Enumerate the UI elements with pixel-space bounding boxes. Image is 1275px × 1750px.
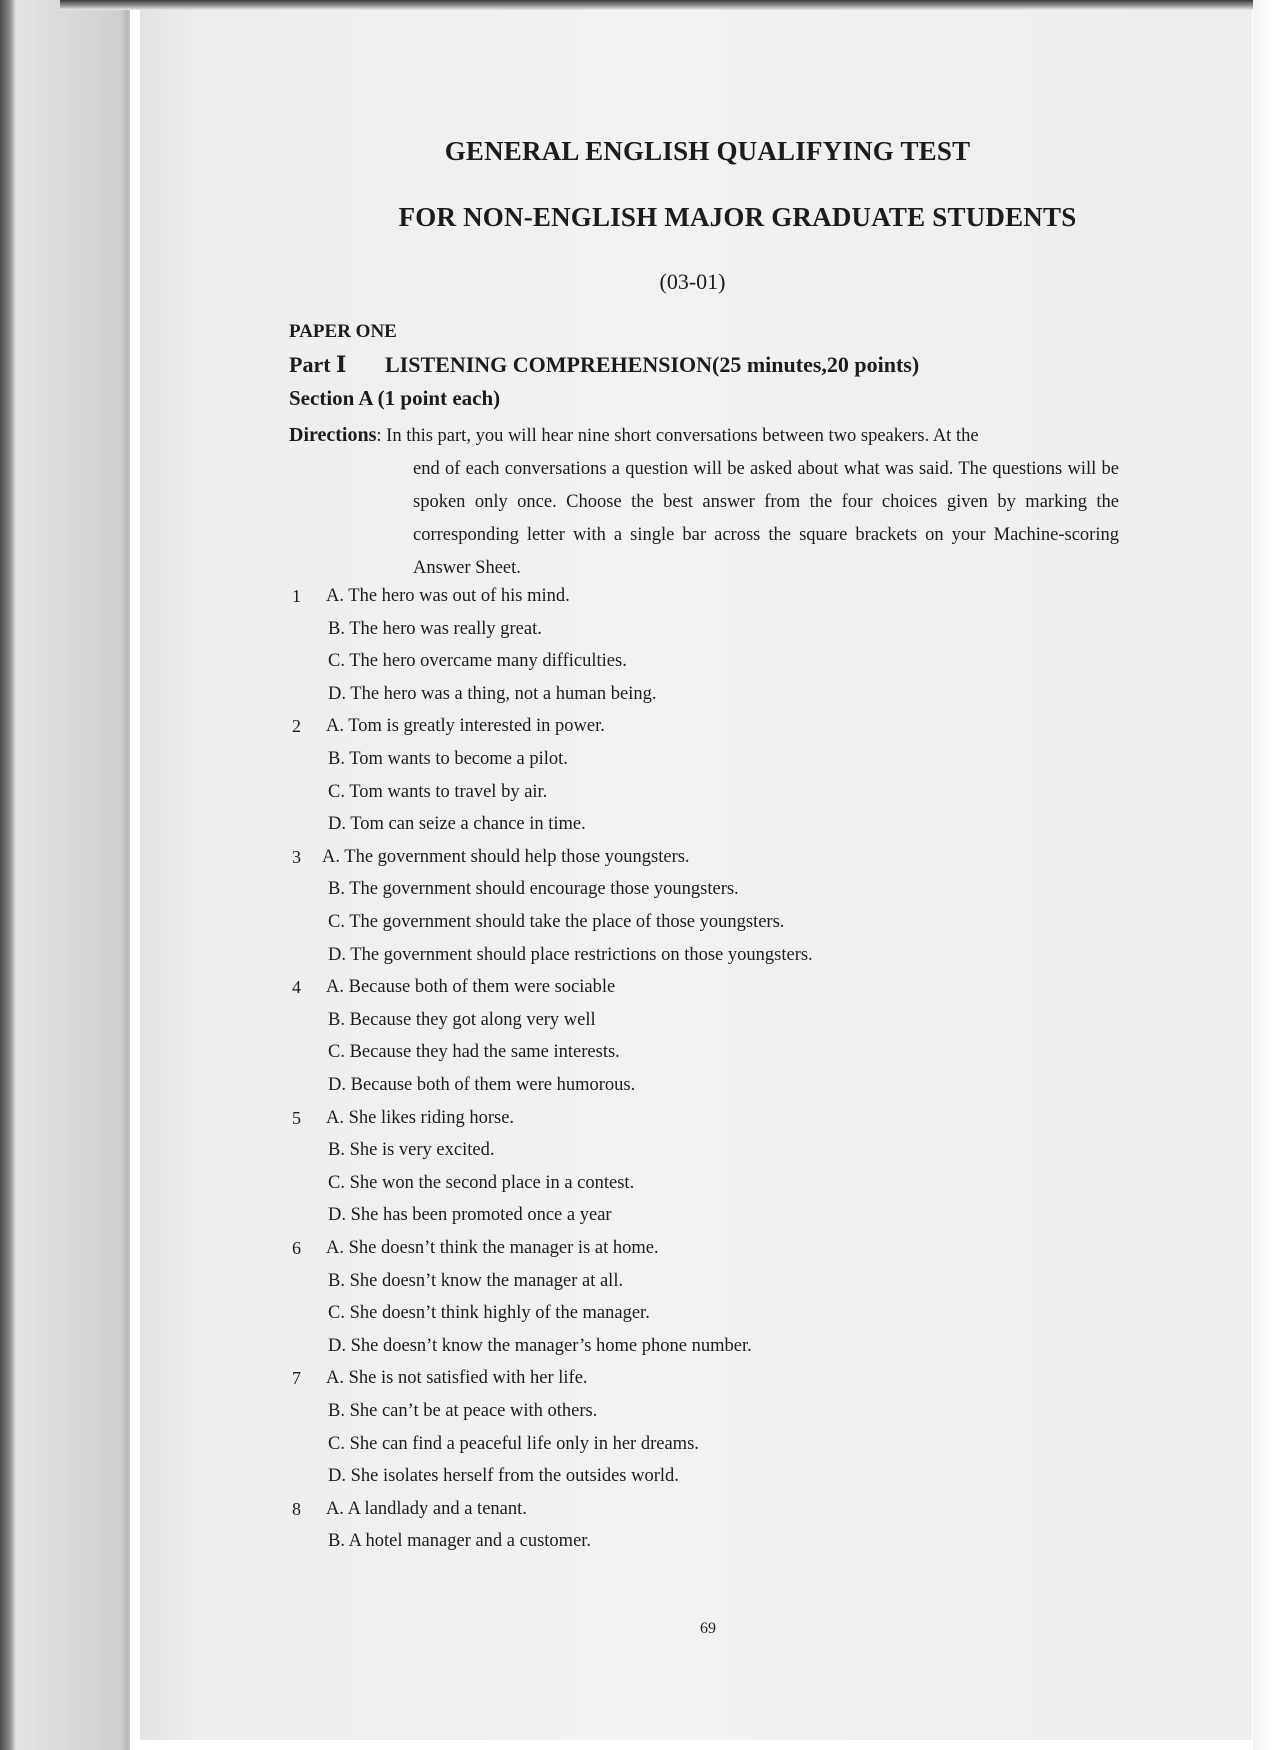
- question-number: 7: [292, 1368, 301, 1389]
- part-label: Part Ⅰ: [289, 352, 347, 377]
- answer-option: A. She likes riding horse.: [326, 1107, 515, 1128]
- question-number: 3: [292, 846, 301, 867]
- answer-option: D. The government should place restrictions on those youngsters.: [328, 944, 813, 965]
- answer-option: B. The hero was really great.: [328, 618, 542, 639]
- answer-option: B. Because they got along very well: [328, 1009, 596, 1030]
- section-heading: Section A (1 point each): [289, 386, 501, 410]
- answer-option: C. Tom wants to travel by air.: [328, 781, 548, 802]
- answer-option: B. She can’t be at peace with others.: [328, 1401, 598, 1421]
- directions-first-line: : In this part, you will hear nine short conversations between two speakers. At the: [376, 426, 979, 446]
- answer-option: C. She doesn’t think highly of the manager.: [328, 1303, 650, 1324]
- question-number: 1: [292, 586, 301, 606]
- answer-option: D. Tom can seize a chance in time.: [328, 814, 586, 835]
- answer-option: D. The hero was a thing, not a human being.: [328, 683, 657, 704]
- answer-option: A. Because both of them were sociable: [326, 977, 616, 998]
- answer-option: B. She is very excited.: [328, 1140, 495, 1161]
- question-number: 6: [292, 1238, 301, 1258]
- answer-option: A. The hero was out of his mind.: [326, 586, 570, 606]
- directions-block: [289, 419, 1119, 585]
- answer-option: B. A hotel manager and a customer.: [328, 1531, 592, 1552]
- answer-option: D. She isolates herself from the outsides world.: [328, 1466, 679, 1487]
- answer-option: A. Tom is greatly interested in power.: [326, 716, 605, 737]
- answer-option: B. She doesn’t know the manager at all.: [328, 1270, 624, 1291]
- question-number: 8: [292, 1498, 301, 1519]
- test-title: GENERAL ENGLISH QUALIFYING TEST: [444, 136, 971, 166]
- directions-body: end of each conversations a question will be asked about what was said. The questions will be spoken only once. Choose the best answer from the four choices given by marking the corresponding letter with a single bar across the square brackets on your Machine-scoring Answer Sheet.: [413, 459, 1119, 578]
- answer-option: C. She won the second place in a contest.: [328, 1172, 635, 1193]
- answer-option: B. The government should encourage those youngsters.: [328, 879, 739, 900]
- part-heading: [289, 352, 919, 378]
- answer-option: A. She doesn’t think the manager is at home.: [326, 1238, 659, 1258]
- answer-option: C. The hero overcame many difficulties.: [328, 651, 627, 672]
- answer-option: D. Because both of them were humorous.: [328, 1075, 636, 1095]
- answer-option: C. She can find a peaceful life only in her dreams.: [328, 1433, 699, 1454]
- page-number: 69: [700, 1620, 716, 1637]
- part-title: LISTENING COMPREHENSION(25 minutes,20 points): [385, 352, 920, 377]
- question-number: 5: [292, 1107, 301, 1128]
- test-code: (03-01): [659, 269, 726, 294]
- answer-option: D. She has been promoted once a year: [328, 1205, 612, 1226]
- answer-option: C. The government should take the place of those youngsters.: [328, 912, 785, 932]
- answer-option: A. A landlady and a tenant.: [326, 1498, 527, 1519]
- test-subtitle: FOR NON-ENGLISH MAJOR GRADUATE STUDENTS: [398, 202, 1077, 232]
- paper-heading: PAPER ONE: [289, 321, 397, 342]
- question-number: 4: [292, 977, 301, 998]
- answer-option: A. The government should help those youngsters.: [322, 846, 690, 867]
- answer-option: A. She is not satisfied with her life.: [326, 1368, 588, 1389]
- directions-label: Directions: [289, 424, 377, 446]
- answer-option: D. She doesn’t know the manager’s home phone number.: [328, 1335, 752, 1356]
- answer-option: C. Because they had the same interests.: [328, 1042, 620, 1063]
- answer-option: B. Tom wants to become a pilot.: [328, 749, 568, 769]
- question-number: 2: [292, 716, 301, 737]
